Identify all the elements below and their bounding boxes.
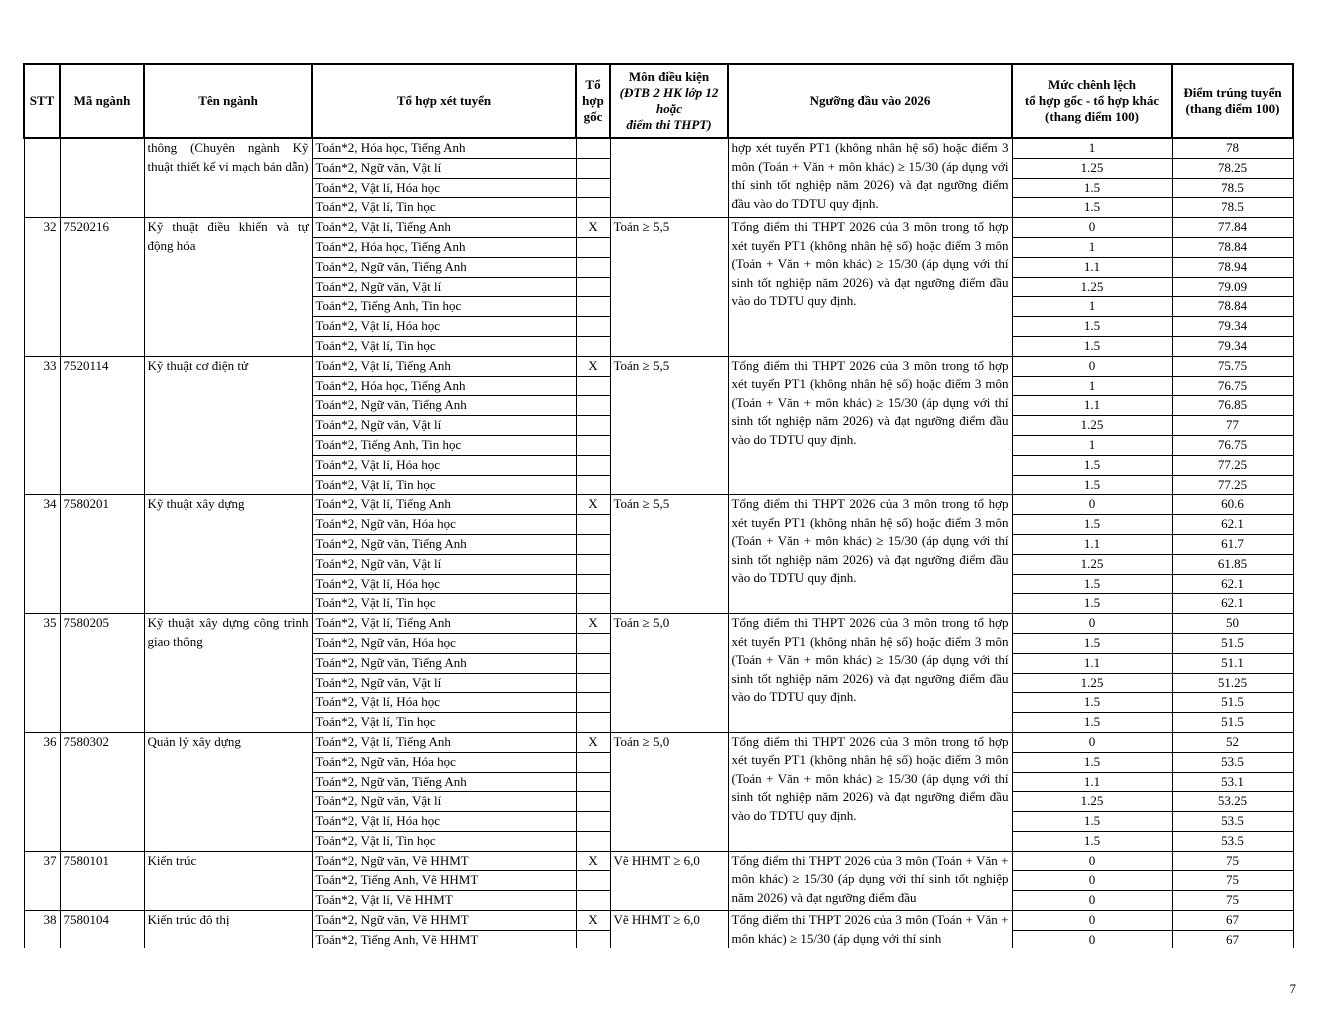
score-cell: 78.5 <box>1172 198 1293 218</box>
goc-cell <box>576 633 610 653</box>
combo-cell: Toán*2, Vật lí, Hóa học <box>312 455 576 475</box>
diff-cell: 1.5 <box>1012 713 1172 733</box>
diff-cell: 1 <box>1012 237 1172 257</box>
diff-cell: 1.5 <box>1012 594 1172 614</box>
threshold-cell: Tổng điểm thi THPT 2026 của 3 môn trong tổ hợp xét tuyển PT1 (không nhân hệ số) hoặc điểm 3 môn (Toán + Văn + môn khác) ≥ 15/30 (áp dụng với thí sinh tốt nghiệp năm 2026) và đạt ngưỡng điểm đầu vào do TDTU quy định. <box>728 495 1012 614</box>
goc-cell <box>576 376 610 396</box>
goc-cell: X <box>576 495 610 515</box>
code-cell: 7520216 <box>60 218 144 357</box>
combo-cell: Toán*2, Ngữ văn, Vật lí <box>312 277 576 297</box>
header-diem-trung-tuyen: Điểm trúng tuyển (thang điểm 100) <box>1172 64 1293 138</box>
diff-cell: 1 <box>1012 138 1172 158</box>
goc-cell <box>576 653 610 673</box>
condition-cell: Toán ≥ 5,5 <box>610 495 728 614</box>
diff-cell: 0 <box>1012 911 1172 931</box>
score-cell: 75 <box>1172 851 1293 871</box>
diff-cell: 0 <box>1012 614 1172 634</box>
header-mon-dieu-kien: Môn điều kiện (ĐTB 2 HK lớp 12 hoặc điểm thi THPT) <box>610 64 728 138</box>
score-cell: 62.1 <box>1172 574 1293 594</box>
diff-cell: 1.1 <box>1012 653 1172 673</box>
major-name-cell: Kiến trúc đô thị <box>144 911 312 951</box>
goc-cell <box>576 396 610 416</box>
condition-cell: Toán ≥ 5,5 <box>610 356 728 495</box>
admission-table <box>23 63 1294 951</box>
goc-cell: X <box>576 218 610 238</box>
score-cell: 51.5 <box>1172 693 1293 713</box>
combo-cell: Toán*2, Vật lí, Tiếng Anh <box>312 218 576 238</box>
combo-cell: Toán*2, Ngữ văn, Tiếng Anh <box>312 257 576 277</box>
score-cell: 75 <box>1172 891 1293 911</box>
score-cell: 51.5 <box>1172 713 1293 733</box>
goc-cell <box>576 336 610 356</box>
score-cell: 51.25 <box>1172 673 1293 693</box>
goc-cell <box>576 693 610 713</box>
score-cell: 75.75 <box>1172 356 1293 376</box>
stt-cell: 36 <box>24 732 60 851</box>
diff-cell: 1.5 <box>1012 336 1172 356</box>
table-row <box>24 138 1293 158</box>
diff-cell: 1.5 <box>1012 633 1172 653</box>
combo-cell: Toán*2, Vật lí, Tiếng Anh <box>312 732 576 752</box>
threshold-cell: Tổng điểm thi THPT 2026 của 3 môn (Toán + Văn + môn khác) ≥ 15/30 (áp dụng với thí sinh tốt nghiệp năm 2026) và đạt ngưỡng điểm đầu <box>728 851 1012 910</box>
combo-cell: Toán*2, Ngữ văn, Vật lí <box>312 673 576 693</box>
score-cell: 78.5 <box>1172 178 1293 198</box>
diff-cell: 1.5 <box>1012 198 1172 218</box>
goc-cell <box>576 594 610 614</box>
diff-cell: 0 <box>1012 732 1172 752</box>
score-cell: 79.34 <box>1172 336 1293 356</box>
combo-cell: Toán*2, Vật lí, Tiếng Anh <box>312 495 576 515</box>
diff-cell: 1.1 <box>1012 534 1172 554</box>
goc-cell <box>576 158 610 178</box>
code-cell: 7580302 <box>60 732 144 851</box>
diff-cell: 0 <box>1012 891 1172 911</box>
diff-cell: 1.1 <box>1012 772 1172 792</box>
score-cell: 51.5 <box>1172 633 1293 653</box>
diff-cell: 1.25 <box>1012 277 1172 297</box>
combo-cell: Toán*2, Ngữ văn, Vật lí <box>312 792 576 812</box>
goc-cell <box>576 277 610 297</box>
score-cell: 76.75 <box>1172 376 1293 396</box>
combo-cell: Toán*2, Vật lí, Hóa học <box>312 317 576 337</box>
stt-cell: 37 <box>24 851 60 910</box>
score-cell: 67 <box>1172 911 1293 931</box>
goc-cell <box>576 178 610 198</box>
diff-cell: 1.25 <box>1012 416 1172 436</box>
table-row <box>24 356 1293 376</box>
combo-cell: Toán*2, Ngữ văn, Vẽ HHMT <box>312 851 576 871</box>
header-chenh-lech: Mức chênh lệch tổ hợp gốc - tổ hợp khác (thang điểm 100) <box>1012 64 1172 138</box>
combo-cell: Toán*2, Hóa học, Tiếng Anh <box>312 237 576 257</box>
goc-cell <box>576 475 610 495</box>
goc-cell <box>576 574 610 594</box>
threshold-cell: Tổng điểm thi THPT 2026 của 3 môn (Toán + Văn + môn khác) ≥ 15/30 (áp dụng với thí sinh <box>728 911 1012 951</box>
diff-cell: 1.25 <box>1012 792 1172 812</box>
score-cell: 53.5 <box>1172 831 1293 851</box>
combo-cell: Toán*2, Ngữ văn, Tiếng Anh <box>312 653 576 673</box>
threshold-cell: hợp xét tuyển PT1 (không nhân hệ số) hoặc điểm 3 môn (Toán + Văn + môn khác) ≥ 15/30 (áp dụng với thí sinh tốt nghiệp năm 2026) và đạt ngưỡng điểm đầu vào do TDTU quy định. <box>728 138 1012 218</box>
combo-cell: Toán*2, Tiếng Anh, Vẽ HHMT <box>312 871 576 891</box>
condition-cell: Vẽ HHMT ≥ 6,0 <box>610 851 728 910</box>
score-cell: 79.34 <box>1172 317 1293 337</box>
goc-cell <box>576 831 610 851</box>
threshold-cell: Tổng điểm thi THPT 2026 của 3 môn trong tổ hợp xét tuyển PT1 (không nhân hệ số) hoặc điểm 3 môn (Toán + Văn + môn khác) ≥ 15/30 (áp dụng với thí sinh tốt nghiệp năm 2026) và đạt ngưỡng điểm đầu vào do TDTU quy định. <box>728 218 1012 357</box>
score-cell: 77 <box>1172 416 1293 436</box>
combo-cell: Toán*2, Ngữ văn, Vật lí <box>312 554 576 574</box>
major-name-cell: Kỹ thuật xây dựng công trình giao thông <box>144 614 312 733</box>
stt-cell: 38 <box>24 911 60 951</box>
header-stt: STT <box>24 64 60 138</box>
goc-cell <box>576 515 610 535</box>
combo-cell: Toán*2, Ngữ văn, Tiếng Anh <box>312 772 576 792</box>
goc-cell <box>576 198 610 218</box>
goc-cell <box>576 138 610 158</box>
diff-cell: 1.5 <box>1012 693 1172 713</box>
goc-cell: X <box>576 356 610 376</box>
major-name-cell: Kỹ thuật điều khiển và tự động hóa <box>144 218 312 357</box>
stt-cell <box>24 138 60 218</box>
score-cell: 62.1 <box>1172 515 1293 535</box>
goc-cell <box>576 812 610 832</box>
score-cell: 75 <box>1172 871 1293 891</box>
table-row <box>24 851 1293 871</box>
condition-cell: Vẽ HHMT ≥ 6,0 <box>610 911 728 951</box>
threshold-cell: Tổng điểm thi THPT 2026 của 3 môn trong tổ hợp xét tuyển PT1 (không nhân hệ số) hoặc điểm 3 môn (Toán + Văn + môn khác) ≥ 15/30 (áp dụng với thí sinh tốt nghiệp năm 2026) và đạt ngưỡng điểm đầu vào do TDTU quy định. <box>728 356 1012 495</box>
combo-cell: Toán*2, Ngữ văn, Vẽ HHMT <box>312 911 576 931</box>
score-cell: 76.75 <box>1172 435 1293 455</box>
table-row <box>24 911 1293 931</box>
diff-cell: 0 <box>1012 356 1172 376</box>
goc-cell <box>576 792 610 812</box>
score-cell: 62.1 <box>1172 594 1293 614</box>
diff-cell: 1.1 <box>1012 396 1172 416</box>
diff-cell: 0 <box>1012 871 1172 891</box>
diff-cell: 1.25 <box>1012 673 1172 693</box>
score-cell: 78.84 <box>1172 237 1293 257</box>
combo-cell: Toán*2, Tiếng Anh, Tin học <box>312 435 576 455</box>
combo-cell: Toán*2, Vật lí, Tin học <box>312 713 576 733</box>
combo-cell: Toán*2, Vật lí, Tin học <box>312 594 576 614</box>
goc-cell <box>576 435 610 455</box>
goc-cell <box>576 772 610 792</box>
threshold-cell: Tổng điểm thi THPT 2026 của 3 môn trong tổ hợp xét tuyển PT1 (không nhân hệ số) hoặc điểm 3 môn (Toán + Văn + môn khác) ≥ 15/30 (áp dụng với thí sinh tốt nghiệp năm 2026) và đạt ngưỡng điểm đầu vào do TDTU quy định. <box>728 614 1012 733</box>
diff-cell: 1.25 <box>1012 554 1172 574</box>
stt-cell: 33 <box>24 356 60 495</box>
score-cell: 78.94 <box>1172 257 1293 277</box>
score-cell: 53.5 <box>1172 812 1293 832</box>
score-cell: 53.5 <box>1172 752 1293 772</box>
header-ma-nganh: Mã ngành <box>60 64 144 138</box>
combo-cell: Toán*2, Hóa học, Tiếng Anh <box>312 376 576 396</box>
combo-cell: Toán*2, Vật lí, Tin học <box>312 198 576 218</box>
major-name-cell: Kiến trúc <box>144 851 312 910</box>
table-row <box>24 495 1293 515</box>
condition-cell: Toán ≥ 5,0 <box>610 614 728 733</box>
code-cell: 7580201 <box>60 495 144 614</box>
diff-cell: 0 <box>1012 930 1172 950</box>
combo-cell: Toán*2, Vật lí, Tin học <box>312 336 576 356</box>
major-name-cell: Kỹ thuật cơ điện tử <box>144 356 312 495</box>
condition-cell <box>610 138 728 218</box>
stt-cell: 34 <box>24 495 60 614</box>
combo-cell: Toán*2, Vật lí, Tin học <box>312 831 576 851</box>
combo-cell: Toán*2, Vật lí, Tiếng Anh <box>312 614 576 634</box>
goc-cell <box>576 416 610 436</box>
goc-cell <box>576 713 610 733</box>
code-cell: 7580104 <box>60 911 144 951</box>
combo-cell: Toán*2, Vật lí, Hóa học <box>312 812 576 832</box>
goc-cell: X <box>576 732 610 752</box>
combo-cell: Toán*2, Ngữ văn, Tiếng Anh <box>312 396 576 416</box>
diff-cell: 1.5 <box>1012 812 1172 832</box>
goc-cell <box>576 317 610 337</box>
table-row <box>24 732 1293 752</box>
combo-cell: Toán*2, Vật lí, Hóa học <box>312 693 576 713</box>
combo-cell: Toán*2, Vật lí, Hóa học <box>312 574 576 594</box>
diff-cell: 1.25 <box>1012 158 1172 178</box>
code-cell: 7580101 <box>60 851 144 910</box>
score-cell: 76.85 <box>1172 396 1293 416</box>
goc-cell <box>576 455 610 475</box>
goc-cell <box>576 871 610 891</box>
diff-cell: 1 <box>1012 376 1172 396</box>
combo-cell: Toán*2, Vật lí, Hóa học <box>312 178 576 198</box>
diff-cell: 0 <box>1012 851 1172 871</box>
condition-cell: Toán ≥ 5,5 <box>610 218 728 357</box>
header-nguong: Ngưỡng đầu vào 2026 <box>728 64 1012 138</box>
code-cell: 7520114 <box>60 356 144 495</box>
combo-cell: Toán*2, Ngữ văn, Vật lí <box>312 158 576 178</box>
combo-cell: Toán*2, Ngữ văn, Hóa học <box>312 515 576 535</box>
score-cell: 51.1 <box>1172 653 1293 673</box>
goc-cell <box>576 257 610 277</box>
goc-cell <box>576 554 610 574</box>
stt-cell: 32 <box>24 218 60 357</box>
diff-cell: 1.5 <box>1012 317 1172 337</box>
combo-cell: Toán*2, Vật lí, Tiếng Anh <box>312 356 576 376</box>
header-to-hop: Tổ hợp xét tuyển <box>312 64 576 138</box>
combo-cell: Toán*2, Ngữ văn, Hóa học <box>312 633 576 653</box>
diff-cell: 1.5 <box>1012 574 1172 594</box>
combo-cell: Toán*2, Ngữ văn, Tiếng Anh <box>312 534 576 554</box>
diff-cell: 1.5 <box>1012 515 1172 535</box>
score-cell: 77.25 <box>1172 455 1293 475</box>
condition-cell: Toán ≥ 5,0 <box>610 732 728 851</box>
goc-cell <box>576 237 610 257</box>
goc-cell: X <box>576 851 610 871</box>
goc-cell <box>576 297 610 317</box>
goc-cell <box>576 891 610 911</box>
diff-cell: 1 <box>1012 435 1172 455</box>
stt-cell: 35 <box>24 614 60 733</box>
page-clip <box>0 948 1320 978</box>
combo-cell: Toán*2, Ngữ văn, Hóa học <box>312 752 576 772</box>
code-cell: 7580205 <box>60 614 144 733</box>
diff-cell: 0 <box>1012 218 1172 238</box>
score-cell: 61.7 <box>1172 534 1293 554</box>
header-row <box>24 64 1293 138</box>
diff-cell: 0 <box>1012 495 1172 515</box>
score-cell: 77.25 <box>1172 475 1293 495</box>
score-cell: 60.6 <box>1172 495 1293 515</box>
combo-cell: Toán*2, Tiếng Anh, Vẽ HHMT <box>312 930 576 950</box>
score-cell: 53.1 <box>1172 772 1293 792</box>
goc-cell <box>576 534 610 554</box>
diff-cell: 1.5 <box>1012 752 1172 772</box>
goc-cell <box>576 673 610 693</box>
score-cell: 78.25 <box>1172 158 1293 178</box>
header-ten-nganh: Tên ngành <box>144 64 312 138</box>
diff-cell: 1.1 <box>1012 257 1172 277</box>
combo-cell: Toán*2, Hóa học, Tiếng Anh <box>312 138 576 158</box>
major-name-cell: thông (Chuyên ngành Kỹ thuật thiết kế vi mạch bán dẫn) <box>144 138 312 218</box>
goc-cell: X <box>576 911 610 931</box>
major-name-cell: Kỹ thuật xây dựng <box>144 495 312 614</box>
table-row <box>24 614 1293 634</box>
score-cell: 53.25 <box>1172 792 1293 812</box>
score-cell: 78.84 <box>1172 297 1293 317</box>
table-row <box>24 218 1293 238</box>
score-cell: 50 <box>1172 614 1293 634</box>
diff-cell: 1.5 <box>1012 475 1172 495</box>
diff-cell: 1 <box>1012 297 1172 317</box>
threshold-cell: Tổng điểm thi THPT 2026 của 3 môn trong tổ hợp xét tuyển PT1 (không nhân hệ số) hoặc điểm 3 môn (Toán + Văn + môn khác) ≥ 15/30 (áp dụng với thí sinh tốt nghiệp năm 2026) và đạt ngưỡng điểm đầu vào do TDTU quy định. <box>728 732 1012 851</box>
diff-cell: 1.5 <box>1012 178 1172 198</box>
code-cell <box>60 138 144 218</box>
score-cell: 52 <box>1172 732 1293 752</box>
page-number: 7 <box>1289 981 1296 996</box>
combo-cell: Toán*2, Vật lí, Tin học <box>312 475 576 495</box>
score-cell: 78 <box>1172 138 1293 158</box>
goc-cell: X <box>576 614 610 634</box>
diff-cell: 1.5 <box>1012 831 1172 851</box>
score-cell: 67 <box>1172 930 1293 950</box>
table-body <box>24 138 1293 950</box>
major-name-cell: Quản lý xây dựng <box>144 732 312 851</box>
goc-cell <box>576 752 610 772</box>
diff-cell: 1.5 <box>1012 455 1172 475</box>
combo-cell: Toán*2, Ngữ văn, Vật lí <box>312 416 576 436</box>
score-cell: 79.09 <box>1172 277 1293 297</box>
score-cell: 77.84 <box>1172 218 1293 238</box>
score-cell: 61.85 <box>1172 554 1293 574</box>
combo-cell: Toán*2, Tiếng Anh, Tin học <box>312 297 576 317</box>
header-to-hop-goc: Tổ hợp gốc <box>576 64 610 138</box>
combo-cell: Toán*2, Vật lí, Vẽ HHMT <box>312 891 576 911</box>
